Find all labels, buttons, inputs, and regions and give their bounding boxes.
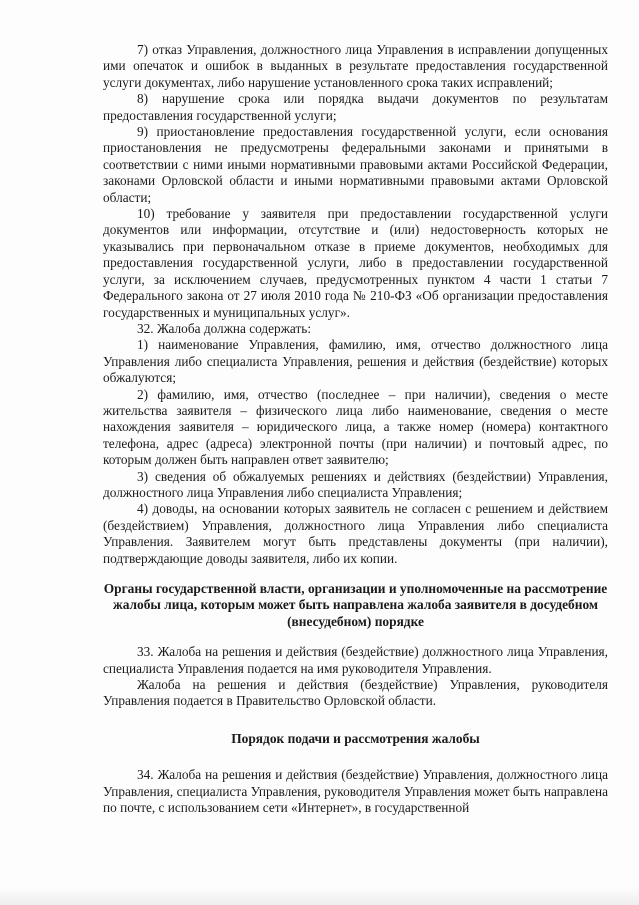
list-item-9: 9) приостановление предоставления государственной услуги, если основания приостановления не предусмотрены федеральными законами и принятыми в соответствии с ними иными нормативными правовыми актами Российской Федерации, законами Орловской области и иными нормативными правовыми актами Орловской области;: [103, 124, 608, 205]
clause-32-intro: 32. Жалоба должна содержать:: [137, 320, 312, 336]
list-item-7: 7) отказ Управления, должностного лица Управления в исправлении допущенных ими опечаток и ошибок в выданных в результате предоставления государственной услуги документах, либо нарушение установленного срока таких исправлений;: [103, 42, 608, 90]
section-heading-procedure: Порядок подачи и рассмотрения жалобы: [231, 730, 480, 746]
clause-32-item-3: 3) сведения об обжалуемых решениях и действиях (бездействии) Управления, должностного лица Управления либо специалиста Управления;: [103, 468, 608, 500]
list-item-8: 8) нарушение срока или порядка выдачи документов по результатам предоставления государственной услуги;: [103, 91, 608, 123]
clause-34: 34. Жалоба на решения и действия (бездействие) Управления, должностного лица Управления, специалиста Управления, руководителя Управления может быть направлена по почте, с использованием сети «Интернет», в государственной: [103, 767, 608, 816]
clause-32-item-4: 4) доводы, на основании которых заявитель не согласен с решением и действием (бездействием) Управления, должностного лица Управления либо специалиста Управления. Заявителем могут быть представлены документы (при наличии), подтверждающие доводы заявителя, либо их копии.: [103, 501, 608, 566]
scan-edge-shadow: [0, 887, 639, 905]
clause-32-item-2: 2) фамилию, имя, отчество (последнее – при наличии), сведения о месте жительства заявителя – физического лица либо наименование, сведения о месте нахождения заявителя – юридического лица, а также номер (номера) контактного телефона, адрес (адреса) электронной почты (при наличии) и почтовый адрес, по которым должен быть направлен ответ заявителю;: [103, 386, 608, 468]
clause-33: 33. Жалоба на решения и действия (бездействие) должностного лица Управления, специалиста Управления подается на имя руководителя Управления.: [103, 644, 608, 676]
clause-33-continued: Жалоба на решения и действия (бездействие) Управления, руководителя Управления подается в Правительство Орловской области.: [103, 677, 608, 709]
section-heading-authorities: Органы государственной власти, организации и уполномоченные на рассмотрение жалобы лица, которым может быть направлена жалоба заявителя в досудебном (внесудебном) порядке: [103, 581, 608, 629]
document-body: [103, 42, 608, 816]
list-item-10: 10) требование у заявителя при предоставлении государственной услуги документов или информации, отсутствие и (или) недостоверность которых не указывались при первоначальном отказе в приеме документов, необходимых для предоставления государственной услуги, либо в предоставлении государственной услуги, за исключением случаев, предусмотренных пунктом 4 части 1 статьи 7 Федерального закона от 27 июля 2010 года № 210-ФЗ «Об организации предоставления государственных и муниципальных услуг».: [103, 206, 608, 320]
clause-32-item-1: 1) наименование Управления, фамилию, имя, отчество должностного лица Управления либо специалиста Управления, решения и действия (бездействие) которых обжалуются;: [103, 337, 608, 386]
